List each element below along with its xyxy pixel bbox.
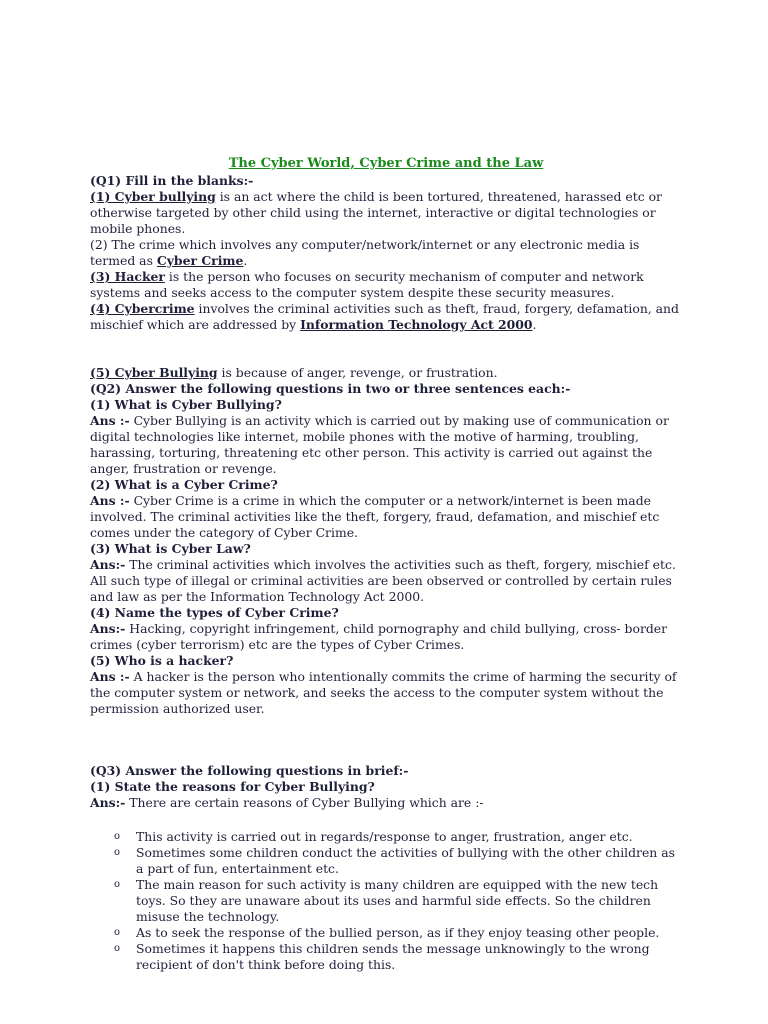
list-item [114,845,682,877]
bullet-circle-icon: o [114,847,121,858]
list-item-text: Sometimes some children conduct the activities of bullying with the other children as a part of fun, entertainment etc. [136,845,675,876]
q2-heading: (Q2) Answer the following questions in two or three sentences each:- [90,381,571,396]
q1-item-4-key: (4) Cybercrime [90,301,195,316]
q1-item-4-post: . [532,317,537,332]
q2-question-5: (5) Who is a hacker? [90,653,234,668]
q3-answer-1 [90,795,682,811]
list-item [114,829,682,845]
list-item [114,925,682,941]
answer-text: The criminal activities which involves the activities such as theft, forgery, mischief etc. All such type of illegal or criminal activities are been observed or controlled by certain rules and law as per the Information Technology Act 2000. [90,557,676,604]
spacer [90,811,682,829]
q1-item-4-key2: Information Technology Act 2000 [300,317,533,332]
q3-question-1: (1) State the reasons for Cyber Bullying? [90,779,375,794]
bullet-circle-icon: o [114,831,121,842]
document-body [90,156,682,973]
q1-item-5-text: is because of anger, revenge, or frustration. [217,365,498,380]
q2-answer-1 [90,413,682,477]
answer-label: Ans :- [90,493,130,508]
q1-item-5-key: (5) Cyber Bullying [90,365,218,380]
answer-label: Ans:- [90,795,126,810]
reasons-list [90,829,682,973]
q2-answer-2 [90,493,682,541]
list-item-text: As to seek the response of the bullied person, as if they enjoy teasing other people. [136,925,660,940]
list-item-text: The main reason for such activity is many children are equipped with the new tech toys. So they are unaware about its uses and harmful side effects. So the children misuse the technology. [136,877,659,924]
list-item-text: Sometimes it happens this children sends the message unknowingly to the wrong recipient of don't think before doing this. [136,941,650,972]
q2-question-2: (2) What is a Cyber Crime? [90,477,278,492]
answer-text: Cyber Bullying is an activity which is carried out by making use of communication or digital technologies like internet, mobile phones with the motive of harming, troubling, harassing, torturing, threatening etc other person. This activity is carried out against the anger, frustration or revenge. [90,413,669,476]
answer-label: Ans :- [90,669,130,684]
list-item [114,877,682,925]
bullet-circle-icon: o [114,879,121,890]
q2-question-1: (1) What is Cyber Bullying? [90,397,282,412]
answer-label: Ans:- [90,557,126,572]
q1-item-2 [90,237,682,269]
list-item-text: This activity is carried out in regards/response to anger, frustration, anger etc. [136,829,633,844]
q1-item-2-pre: (2) The crime which involves any computer/network/internet or any electronic media is termed as [90,237,640,268]
q1-item-4 [90,301,682,333]
q2-answer-5 [90,669,682,717]
q1-item-5 [90,365,682,381]
bullet-circle-icon: o [114,943,121,954]
list-item [114,941,682,973]
q2-question-4: (4) Name the types of Cyber Crime? [90,605,339,620]
answer-text: Cyber Crime is a crime in which the computer or a network/internet is been made involved. The criminal activities like the theft, forgery, fraud, defamation, and mischief etc comes under the category of Cyber Crime. [90,493,660,540]
q1-heading: (Q1) Fill in the blanks:- [90,173,254,188]
answer-text: A hacker is the person who intentionally commits the crime of harming the security of the computer system or network, and seeks the access to the computer system without the permission authorized user. [90,669,677,716]
answer-text: There are certain reasons of Cyber Bullying which are :- [125,795,484,810]
q1-item-3-text: is the person who focuses on security mechanism of computer and network systems and seeks access to the computer system despite these security measures. [90,269,644,300]
q2-answer-3 [90,557,682,605]
q2-question-3: (3) What is Cyber Law? [90,541,251,556]
bullet-circle-icon: o [114,927,121,938]
answer-text: Hacking, copyright infringement, child pornography and child bullying, cross- border crimes (cyber terrorism) etc are the types of Cyber Crimes. [90,621,668,652]
q2-answer-4 [90,621,682,653]
q1-item-1-key: (1) Cyber bullying [90,189,216,204]
q1-item-1-text: is an act where the child is been tortured, threatened, harassed etc or otherwise targeted by other child using the internet, interactive or digital technologies or mobile phones. [90,189,662,236]
document-title: The Cyber World, Cyber Crime and the Law [228,156,544,171]
q1-item-2-post: . [243,253,248,268]
q3-heading: (Q3) Answer the following questions in brief:- [90,763,409,778]
spacer [90,333,682,365]
q1-item-4-text: involves the criminal activities such as theft, fraud, forgery, defamation, and mischief which are addressed by [90,301,679,332]
q1-item-3 [90,269,682,301]
q1-item-1 [90,189,682,237]
answer-label: Ans :- [90,413,130,428]
spacer [90,717,682,763]
q1-item-2-key: Cyber Crime [156,253,244,268]
q1-item-3-key: (3) Hacker [90,269,165,284]
answer-label: Ans:- [90,621,126,636]
